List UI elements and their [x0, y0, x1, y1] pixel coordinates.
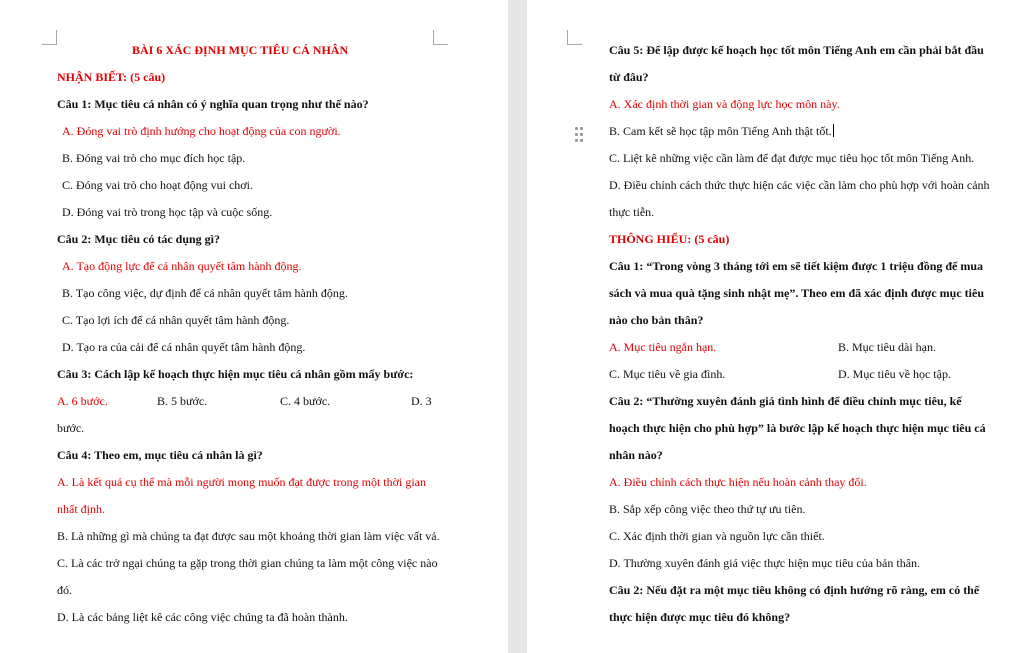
q4-option-b: B. Là những gì mà chúng ta đạt được sau một khoảng thời gian làm việc vất vả.: [57, 529, 440, 543]
q4-option-d: D. Là các bảng liệt kê các công việc chúng ta đã hoàn thành.: [57, 610, 348, 624]
th-question-1-line3: nào cho bản thân?: [609, 313, 704, 327]
paragraph-drag-handle-icon[interactable]: [575, 127, 583, 143]
page-gap: [508, 0, 527, 653]
q5-option-b[interactable]: [609, 124, 834, 138]
q5-option-a: A. Xác định thời gian và động lực học môn này.: [609, 97, 840, 111]
q5-option-b-text: B. Cam kết sẽ học tập môn Tiếng Anh thật tốt.: [609, 124, 832, 138]
th-q2-option-c: C. Xác định thời gian và nguồn lực cần thiết.: [609, 529, 825, 543]
crop-mark-top-left: [42, 30, 57, 45]
th-q2-option-a: A. Điều chỉnh cách thực hiện nếu hoàn cảnh thay đổi.: [609, 475, 867, 489]
th-q1-option-d: D. Mục tiêu về học tập.: [838, 367, 951, 381]
th-question-2-line1: Câu 2: “Thường xuyên đánh giá tình hình để điều chỉnh mục tiêu, kế: [609, 394, 962, 408]
q4-option-c-line1: C. Là các trở ngại chúng ta gặp trong thời gian chúng ta làm một công việc nào: [57, 556, 438, 570]
th-question-2-line2: hoạch thực hiện cho phù hợp” là bước lập kế hoạch thực hiện mục tiêu cá: [609, 421, 986, 435]
question-3: Câu 3: Cách lập kế hoạch thực hiện mục tiêu cá nhân gồm mấy bước:: [57, 367, 414, 381]
th-question-3-line2: thực hiện được mục tiêu đó không?: [609, 610, 791, 624]
q4-option-a-line1: A. Là kết quả cụ thể mà mỗi người mong muốn đạt được trong một thời gian: [57, 475, 426, 489]
question-5-line1: Câu 5: Để lập được kế hoạch học tốt môn Tiếng Anh em cần phải bắt đầu: [609, 43, 984, 57]
q3-option-d-wrap: bước.: [57, 421, 85, 435]
question-4: Câu 4: Theo em, mục tiêu cá nhân là gì?: [57, 448, 263, 462]
q1-option-d: D. Đóng vai trò trong học tập và cuộc sống.: [62, 205, 273, 219]
th-question-1-line2: sách và mua quà tặng sinh nhật mẹ”. Theo em đã xác định được mục tiêu: [609, 286, 985, 300]
crop-mark-top-left: [567, 30, 582, 45]
section-heading-thong-hieu: THÔNG HIỂU: (5 câu): [609, 232, 730, 246]
text-cursor: [833, 124, 834, 137]
th-q2-option-d: D. Thường xuyên đánh giá việc thực hiện mục tiêu của bản thân.: [609, 556, 921, 570]
q2-option-c: C. Tạo lợi ích để cá nhân quyết tâm hành động.: [62, 313, 290, 327]
q4-option-c-line2: đó.: [57, 583, 72, 597]
q5-option-d-line1: D. Điều chỉnh cách thức thực hiện các việc cần làm cho phù hợp với hoàn cảnh: [609, 178, 990, 192]
q3-option-b: B. 5 bước.: [157, 394, 208, 408]
q1-option-b: B. Đóng vai trò cho mục đích học tập.: [62, 151, 246, 165]
q3-option-c: C. 4 bước.: [280, 394, 331, 408]
q1-option-c: C. Đóng vai trò cho hoạt động vui chơi.: [62, 178, 253, 192]
page-right[interactable]: [527, 0, 1035, 653]
q1-option-a: A. Đóng vai trò định hướng cho hoạt động của con người.: [62, 124, 341, 138]
q2-option-b: B. Tạo công việc, dự định để cá nhân quyết tâm hành động.: [62, 286, 348, 300]
section-heading-nhan-biet: NHẬN BIẾT: (5 câu): [57, 70, 166, 84]
document-title: BÀI 6 XÁC ĐỊNH MỤC TIÊU CÁ NHÂN: [132, 43, 349, 57]
q3-option-d: D. 3: [411, 394, 432, 408]
q2-option-d: D. Tạo ra của cải để cá nhân quyết tâm hành động.: [62, 340, 306, 354]
th-question-2-line3: nhân nào?: [609, 448, 663, 462]
question-2: Câu 2: Mục tiêu có tác dụng gì?: [57, 232, 220, 246]
question-5-line2: từ đâu?: [609, 70, 649, 84]
th-q1-option-b: B. Mục tiêu dài hạn.: [838, 340, 936, 354]
crop-mark-top-right: [433, 30, 448, 45]
th-question-1-line1: Câu 1: “Trong vòng 3 tháng tới em sẽ tiết kiệm được 1 triệu đồng để mua: [609, 259, 984, 273]
question-1: Câu 1: Mục tiêu cá nhân có ý nghĩa quan trọng như thế nào?: [57, 97, 369, 111]
th-q2-option-b: B. Sắp xếp công việc theo thứ tự ưu tiên.: [609, 502, 806, 516]
th-q1-option-c: C. Mục tiêu về gia đình.: [609, 367, 726, 381]
th-q1-option-a: A. Mục tiêu ngắn hạn.: [609, 340, 717, 354]
q2-option-a: A. Tạo động lực để cá nhân quyết tâm hành động.: [62, 259, 302, 273]
q5-option-c: C. Liệt kê những việc cần làm để đạt được mục tiêu học tốt môn Tiếng Anh.: [609, 151, 975, 165]
q3-option-a: A. 6 bước.: [57, 394, 108, 408]
q5-option-d-line2: thực tiễn.: [609, 205, 655, 219]
th-question-3-line1: Câu 2: Nếu đặt ra một mục tiêu không có định hướng rõ ràng, em có thể: [609, 583, 980, 597]
q4-option-a-line2: nhất định.: [57, 502, 105, 516]
page-left[interactable]: [0, 0, 508, 653]
